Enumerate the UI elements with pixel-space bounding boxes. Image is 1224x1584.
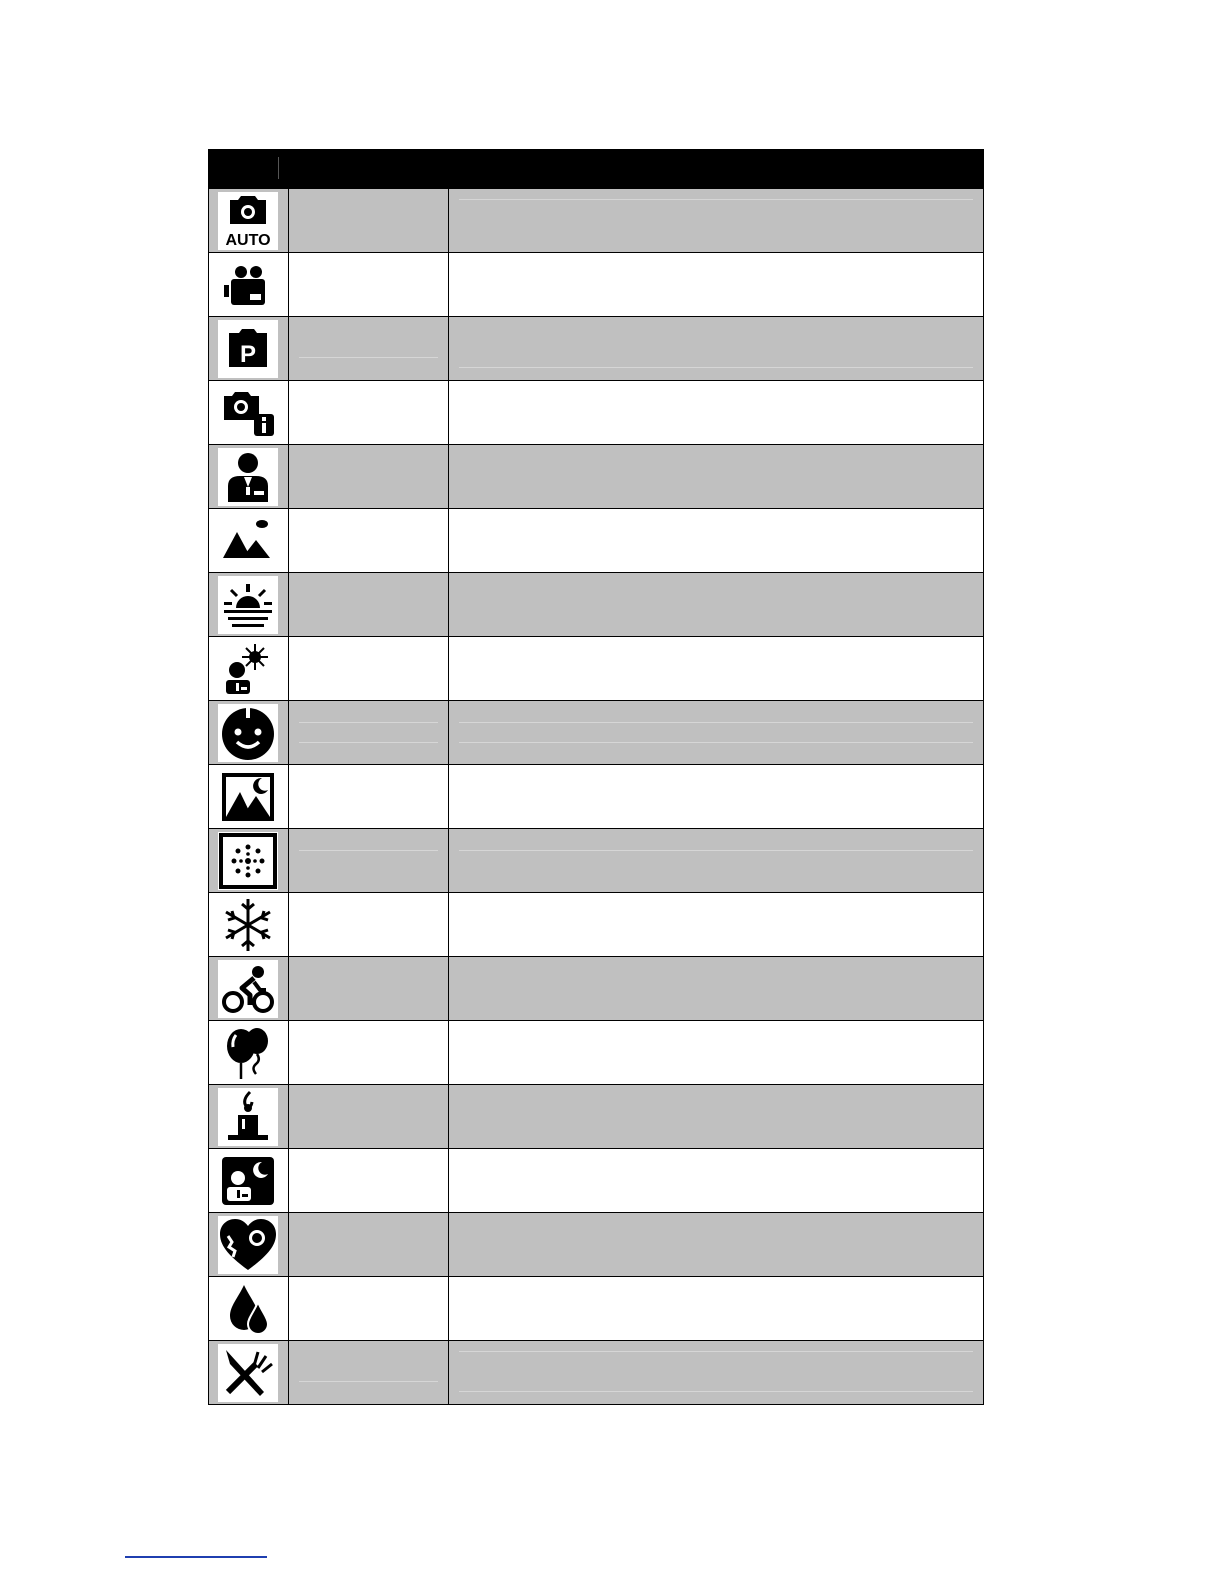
table-row [208,1085,984,1149]
table-row [208,189,984,253]
landscape-icon [218,512,278,570]
table-row [208,1213,984,1277]
table-row [208,829,984,893]
table-row [208,253,984,317]
camera-info-icon [218,384,278,442]
snowflake-icon [218,896,278,954]
table-row [208,893,984,957]
baby-face-icon [218,704,278,762]
night-landscape-icon [218,768,278,826]
table-row [208,573,984,637]
cyclist-icon [218,960,278,1018]
scene-mode-table [208,149,984,1405]
table-row [208,1341,984,1405]
table-header [208,149,984,189]
portrait-icon [218,448,278,506]
table-row [208,1149,984,1213]
table-row [208,765,984,829]
footer-link-underline[interactable] [125,1556,267,1558]
table-row [208,381,984,445]
balloons-icon [218,1024,278,1082]
table-row [208,317,984,381]
table-row [208,957,984,1021]
sunset-icon [218,576,278,634]
svg-text:AUTO: AUTO [225,232,271,249]
table-row [208,1277,984,1341]
backlight-icon [218,640,278,698]
header-divider [278,157,279,179]
table-row [208,701,984,765]
fireworks-icon [218,832,278,890]
water-drops-icon [218,1280,278,1338]
camera-auto-icon [218,192,278,250]
svg-text:P: P [239,341,257,368]
program-p-icon [218,320,278,378]
table-row [208,1021,984,1085]
candle-icon [218,1088,278,1146]
heart-icon [218,1216,278,1274]
table-row [208,637,984,701]
table-row [208,445,984,509]
table-row [208,509,984,573]
knife-fork-icon [218,1344,278,1402]
video-camera-icon [218,256,278,314]
night-portrait-icon [218,1152,278,1210]
